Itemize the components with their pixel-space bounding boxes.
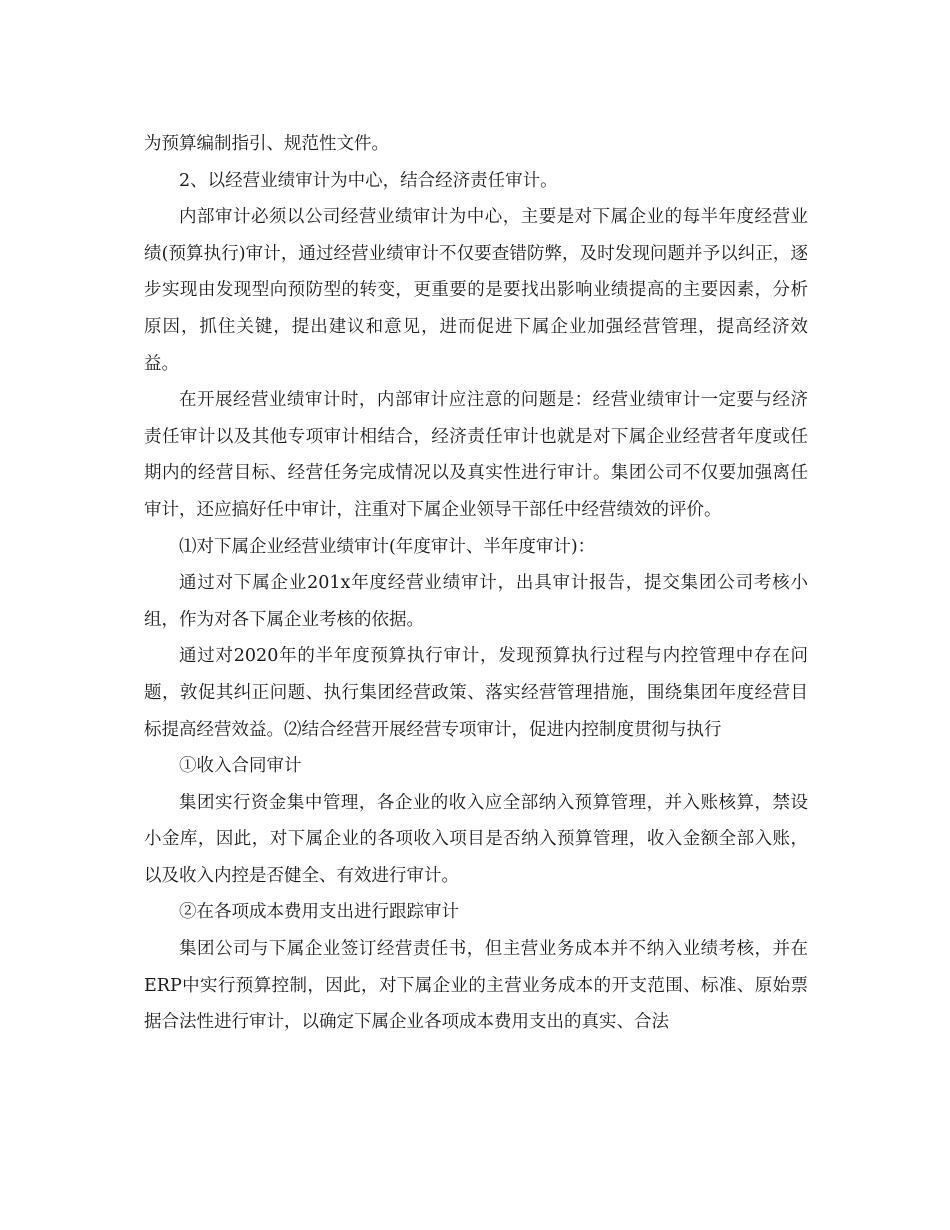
paragraph: 通过对下属企业201x年度经营业绩审计，出具审计报告，提交集团公司考核小组，作为对各下属企业考核的依据。 xyxy=(144,573,808,630)
paragraph: 为预算编制指引、规范性文件。 xyxy=(144,134,389,154)
paragraph: 通过对2020年的半年度预算执行审计，发现预算执行过程与内控管理中存在问题，敦促其纠正问题、执行集团经营政策、落实经营管理措施，围绕集团年度经营目标提高经营效益。⑵结合经营开展经营专项审计，促进内控制度贯彻与执行 xyxy=(144,646,808,740)
document-body xyxy=(144,126,808,1041)
paragraph: 在开展经营业绩审计时，内部审计应注意的问题是：经营业绩审计一定要与经济责任审计以及其他专项审计相结合，经济责任审计也就是对下属企业经营者年度或任期内的经营目标、经营任务完成情况以及真实性进行审计。集团公司不仅要加强离任审计，还应搞好任中审计，注重对下属企业领导干部任中经营绩效的评价。 xyxy=(144,390,808,520)
item-heading: ②在各项成本费用支出进行跟踪审计 xyxy=(179,902,459,923)
subsection-heading: ⑴对下属企业经营业绩审计(年度审计、半年度审计)： xyxy=(179,536,596,557)
paragraph: 内部审计必须以公司经营业绩审计为中心，主要是对下属企业的每半年度经营业绩(预算执行)审计，通过经营业绩审计不仅要查错防弊，及时发现问题并予以纠正，逐步实现由发现型向预防型的转变，更重要的是要找出影响业绩提高的主要因素，分析原因，抓住关键，提出建议和意见，进而促进下属企业加强经营管理，提高经济效益。 xyxy=(144,207,808,374)
paragraph: 集团实行资金集中管理，各企业的收入应全部纳入预算管理，并入账核算，禁设小金库，因此，对下属企业的各项收入项目是否纳入预算管理，收入金额全部入账，以及收入内控是否健全、有效进行审计。 xyxy=(144,792,808,886)
paragraph: 集团公司与下属企业签订经营责任书，但主营业务成本并不纳入业绩考核，并在ERP中实行预算控制，因此，对下属企业的主营业务成本的开支范围、标准、原始票据合法性进行审计，以确定下属企业各项成本费用支出的真实、合法 xyxy=(144,939,808,1033)
item-heading: ①收入合同审计 xyxy=(179,756,302,777)
section-heading: 2、以经营业绩审计为中心，结合经济责任审计。 xyxy=(179,170,558,191)
